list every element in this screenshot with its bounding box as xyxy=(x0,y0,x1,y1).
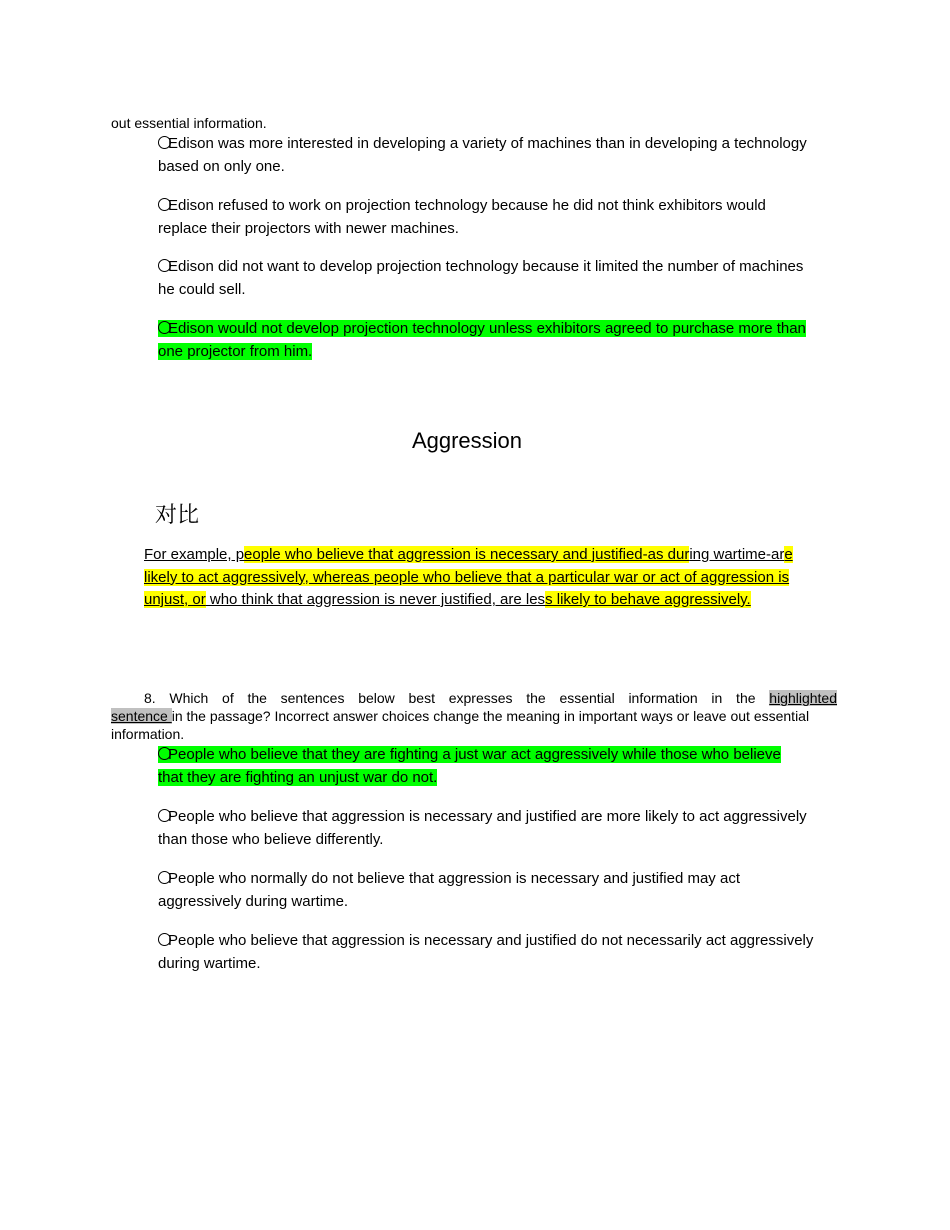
passage-part-2: eople who believe that aggression is necessary and justified-as dur xyxy=(244,546,690,563)
q7-option-c-text: Edison did not want to develop projection technology because it limited the number of machines he could sell. xyxy=(158,258,804,298)
radio-circle-icon[interactable] xyxy=(158,259,171,272)
q8-stem xyxy=(111,689,837,743)
radio-circle-icon[interactable] xyxy=(158,321,171,334)
q7-option-d[interactable] xyxy=(158,318,808,363)
radio-circle-icon[interactable] xyxy=(158,136,171,149)
q8-highlight-word-2: sentence xyxy=(111,708,172,724)
q7-option-c[interactable] xyxy=(158,256,818,301)
passage-part-5: reas people who believe that a particular war or act of aggression is unjust, or xyxy=(144,568,790,608)
q8-option-a-text: People who believe that they are fighting a just war act aggressively while those who believe that they are fighting an unjust war do not. xyxy=(158,746,781,786)
passage-part-6: who think that aggression is never justified, are les xyxy=(205,591,546,608)
q7-option-b-text: Edison refused to work on projection technology because he did not think exhibitors would replace their projectors with newer machines. xyxy=(158,197,766,237)
q7-option-a-text: Edison was more interested in developing a variety of machines than in developing a technology based on only one. xyxy=(158,135,807,175)
radio-circle-icon[interactable] xyxy=(158,871,171,884)
q8-stem-start: 8. Which of the sentences below best expresses the essential information in the xyxy=(144,690,756,706)
passage-paragraph xyxy=(144,544,824,612)
q7-option-d-text: Edison would not develop projection technology unless exhibitors agreed to purchase more than one projector from him. xyxy=(158,320,806,360)
q8-option-b-text: People who believe that aggression is necessary and justified are more likely to act aggressively than those who believe differently. xyxy=(158,808,807,848)
q8-stem-rest: in the passage? Incorrect answer choices change the meaning in important ways or leave out essential information. xyxy=(111,708,810,742)
q8-highlight-word: highlighted xyxy=(769,690,838,706)
top-fragment: out essential information. xyxy=(111,115,267,131)
q8-option-c[interactable] xyxy=(158,868,818,913)
q8-option-a[interactable] xyxy=(158,744,798,789)
q7-option-b[interactable] xyxy=(158,195,818,240)
radio-circle-icon[interactable] xyxy=(158,809,171,822)
passage-part-3: ing wartime-ar xyxy=(689,546,785,563)
radio-circle-icon[interactable] xyxy=(158,747,171,760)
q8-option-c-text: People who normally do not believe that aggression is necessary and justified may act aggressively during wartime. xyxy=(158,870,740,910)
radio-circle-icon[interactable] xyxy=(158,933,171,946)
section-label: 对比 xyxy=(155,503,200,528)
passage-part-4: e likely to act aggressively, whe xyxy=(144,546,793,586)
q8-option-d[interactable] xyxy=(158,930,818,975)
passage-part-7: s likely to behave aggressively. xyxy=(545,591,751,608)
q8-option-d-text: People who believe that aggression is necessary and justified do not necessarily act aggressively during wartime. xyxy=(158,932,814,972)
section-title: Aggression xyxy=(411,428,523,453)
radio-circle-icon[interactable] xyxy=(158,198,171,211)
q7-option-a[interactable] xyxy=(158,133,818,178)
q8-option-b[interactable] xyxy=(158,806,818,851)
passage-part-1: For example, p xyxy=(144,546,245,563)
